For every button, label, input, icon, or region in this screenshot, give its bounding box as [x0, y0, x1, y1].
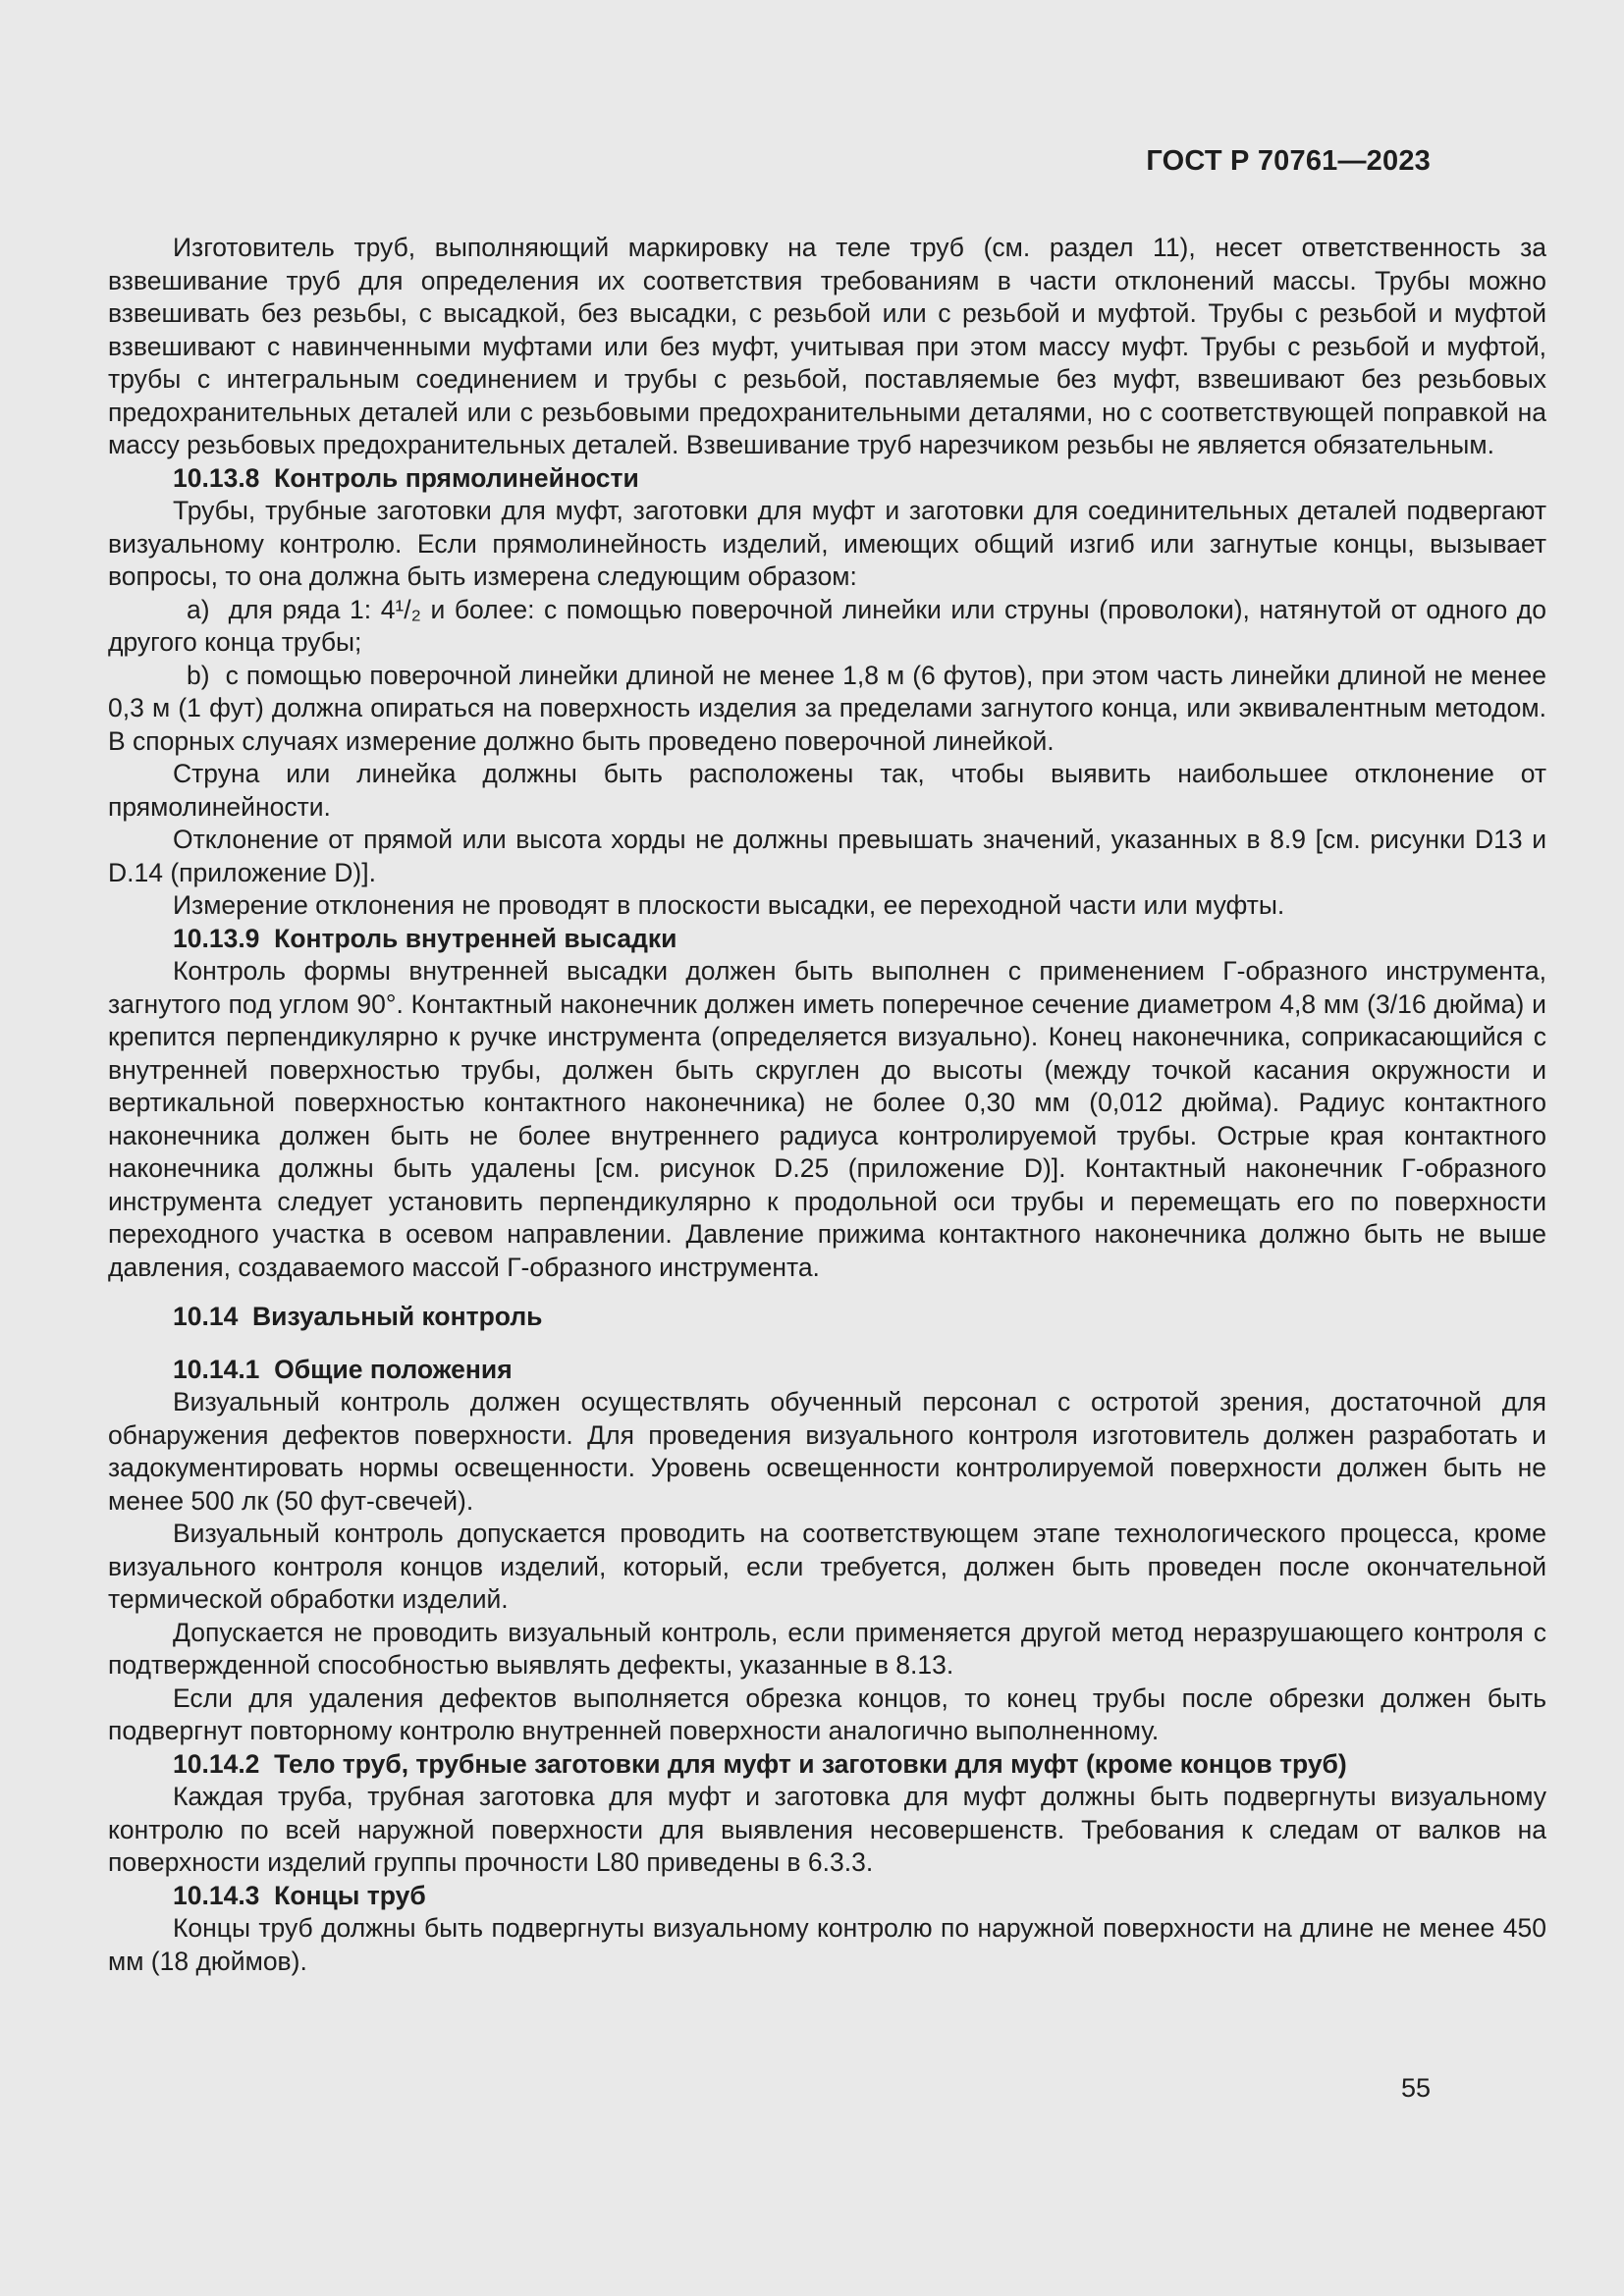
document-standard-number: ГОСТ Р 70761—2023	[1146, 145, 1431, 177]
paragraph: Трубы, трубные заготовки для муфт, заготовки для муфт и заготовки для соединительных деталей подвергают визуальному контролю. Если прямолинейность изделий, имеющих общий изгиб или загнутые концы, вызывает вопросы, то она должна быть измерена следующим образом:	[108, 496, 1546, 591]
paragraph: Концы труб должны быть подвергнуты визуальному контролю по наружной поверхности на длине не менее 450 мм (18 дюймов).	[108, 1913, 1546, 1976]
paragraph: Контроль формы внутренней высадки должен быть выполнен с применением Г-образного инструмента, загнутого под углом 90°. Контактный наконечник должен иметь поперечное сечение диаметром 4,8 мм (3/16 дюйма) и крепится перпендикулярно к ручке инструмента (определяется визуально). Конец наконечника, соприкасающийся с внутренней поверхностью трубы, должен быть скруглен до высоты (между точкой касания окружности и вертикальной поверхностью контактного наконечника) не более 0,30 мм (0,012 дюйма). Радиус контактного наконечника должен быть не более внутреннего радиуса контролируемой трубы. Острые края контактного наконечника должны быть удалены [см. рисунок D.25 (приложение D)]. Контактный наконечник Г-образного инструмента следует установить перпендикулярно к продольной оси трубы и перемещать его по поверхности переходного участка в осевом направлении. Давление прижима контактного наконечника должно быть не выше давления, создаваемого массой Г-образного инструмента.	[108, 956, 1546, 1282]
subsection-heading: 10.14.2 Тело труб, трубные заготовки для муфт и заготовки для муфт (кроме концов труб)	[173, 1748, 1347, 1779]
paragraph: Визуальный контроль допускается проводить на соответствующем этапе технологического процесса, кроме визуального контроля концов изделий, который, если требуется, должен быть проведен после окончательной термической обработки изделий.	[108, 1519, 1546, 1614]
subsection-heading: 10.13.8 Контроль прямолинейности	[173, 462, 639, 493]
paragraph: Если для удаления дефектов выполняется обрезка концов, то конец трубы после обрезки должен быть подвергнут повторному контролю внутренней поверхности аналогично выполненному.	[108, 1682, 1546, 1745]
paragraph: Допускается не проводить визуальный контроль, если применяется другой метод неразрушающего контроля с подтвержденной способностью выявлять дефекты, указанные в 8.13.	[108, 1617, 1546, 1680]
subsection-heading: 10.14.1 Общие положения	[173, 1354, 513, 1384]
document-body	[108, 232, 1546, 1978]
paragraph: Отклонение от прямой или высота хорды не должны превышать значений, указанных в 8.9 [см. рисунки D13 и D.14 (приложение D)].	[108, 825, 1546, 887]
list-item: a) для ряда 1: 4¹/₂ и более: с помощью поверочной линейки или струны (проволоки), натянутой от одного до другого конца трубы;	[108, 594, 1546, 657]
subsection-heading: 10.13.9 Контроль внутренней высадки	[173, 923, 677, 953]
list-item: b) с помощью поверочной линейки длиной не менее 1,8 м (6 футов), при этом часть линейки длиной не менее 0,3 м (1 фут) должна опираться на поверхность изделия за пределами загнутого конца, или эквивалентным методом. В спорных случаях измерение должно быть проведено поверочной линейкой.	[108, 660, 1546, 756]
paragraph: Изготовитель труб, выполняющий маркировку на теле труб (см. раздел 11), несет ответственность за взвешивание труб для определения их соответствия требованиям в части отклонений массы. Трубы можно взвешивать без резьбы, с высадкой, без высадки, с резьбой или с резьбой и муфтой. Трубы с резьбой и муфтой взвешивают с навинченными муфтами или без муфт, учитывая при этом массу муфт. Трубы с резьбой и муфтой, трубы с интегральным соединением и трубы с резьбой, поставляемые без муфт, взвешивают без резьбовых предохранительных деталей или с резьбовыми предохранительными деталями, но с соответствующей поправкой на массу резьбовых предохранительных деталей. Взвешивание труб нарезчиком резьбы не является обязательным.	[108, 233, 1546, 459]
paragraph: Измерение отклонения не проводят в плоскости высадки, ее переходной части или муфты.	[173, 890, 1285, 920]
paragraph: Струна или линейка должны быть расположены так, чтобы выявить наибольшее отклонение от прямолинейности.	[108, 759, 1546, 822]
page-number: 55	[1400, 2073, 1431, 2103]
paragraph: Визуальный контроль должен осуществлять обученный персонал с остротой зрения, достаточной для обнаружения дефектов поверхности. Для проведения визуального контроля изготовитель должен разработать и задокументировать нормы освещенности. Уровень освещенности контролируемой поверхности должен быть не менее 500 лк (50 фут-свечей).	[108, 1387, 1546, 1516]
section-heading: 10.14 Визуальный контроль	[173, 1302, 543, 1331]
paragraph: Каждая труба, трубная заготовка для муфт и заготовка для муфт должны быть подвергнуты визуальному контролю по всей наружной поверхности для выявления несовершенств. Требования к следам от валков на поверхности изделий группы прочности L80 приведены в 6.3.3.	[108, 1782, 1546, 1877]
subsection-heading: 10.14.3 Концы труб	[173, 1880, 426, 1910]
